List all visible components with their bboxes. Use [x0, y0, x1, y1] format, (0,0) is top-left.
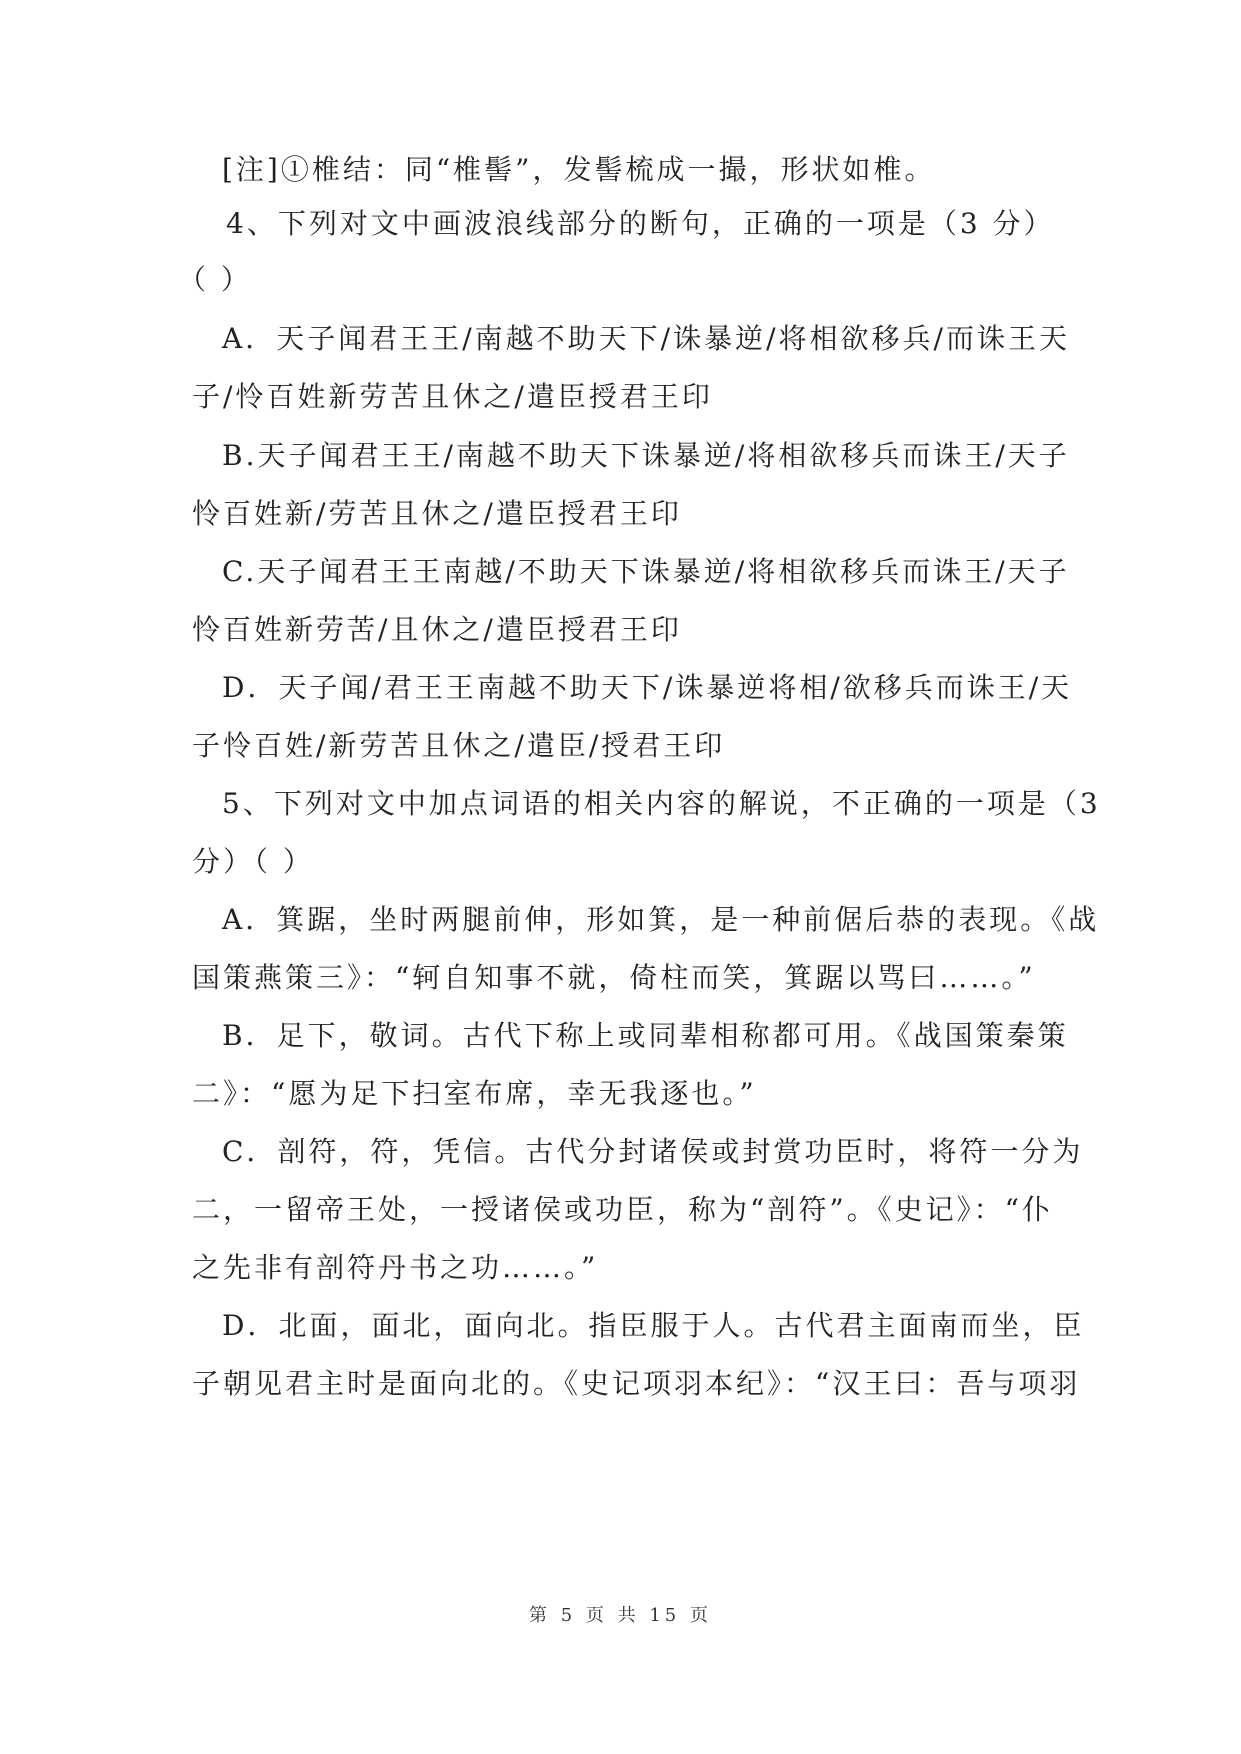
question-5-option-b-cont: 二》：“愿为足下扫室布席，幸无我逐也。”: [192, 1077, 757, 1110]
annotation-note: [注]①椎结：同“椎髻”，发髻梳成一撮，形状如椎。: [222, 153, 936, 186]
question-4-option-b-cont: 怜百姓新/劳苦且休之/遣臣授君王印: [192, 497, 682, 530]
question-4-option-c-cont: 怜百姓新劳苦/且休之/遣臣授君王印: [192, 613, 682, 646]
question-5-option-d: D．北面，面北，面向北。指臣服于人。古代君主面南而坐，臣: [222, 1309, 1085, 1342]
question-4-option-c: C.天子闻君王王南越/不助天下诛暴逆/将相欲移兵而诛王/天子: [222, 555, 1070, 588]
question-5-stem: 5、下列对文中加点词语的相关内容的解说，不正确的一项是（3: [222, 787, 1101, 820]
question-4-option-b: B.天子闻君王王/南越不助天下诛暴逆/将相欲移兵而诛王/天子: [222, 439, 1070, 472]
question-5-option-a-cont: 国策燕策三》：“轲自知事不就，倚柱而笑，箕踞以骂曰……。”: [192, 961, 1036, 994]
question-5-option-b: B．足下，敬词。古代下称上或同辈相称都可用。《战国策秦策: [222, 1019, 1069, 1052]
question-5-option-c-cont2: 之先非有剖符丹书之功……。”: [192, 1251, 599, 1284]
question-5-stem-cont: 分）（ ）: [192, 845, 314, 878]
question-4-option-d: D．天子闻/君王王南越不助天下/诛暴逆将相/欲移兵而诛王/天: [222, 671, 1073, 704]
question-4-stem: 4、下列对文中画波浪线部分的断句，正确的一项是（3 分）: [226, 207, 1055, 240]
question-5-option-d-cont: 子朝见君主时是面向北的。《史记项羽本纪》：“汉王曰：吾与项羽: [192, 1367, 1081, 1400]
question-4-option-d-cont: 子怜百姓/新劳苦且休之/遣臣/授君王印: [192, 729, 726, 762]
question-4-answer-bracket: （ ）: [178, 263, 252, 296]
question-4-option-a-cont: 子/怜百姓新劳苦且休之/遣臣授君王印: [192, 380, 713, 413]
question-5-option-c-cont: 二，一留帝王处，一授诸侯或功臣，称为“剖符”。《史记》：“仆: [192, 1193, 1053, 1226]
page-number-footer: 第 5 页 共 15 页: [529, 1605, 712, 1626]
question-5-option-a: A．箕踞，坐时两腿前伸，形如箕，是一种前倨后恭的表现。《战: [222, 903, 1100, 936]
question-4-option-a: A．天子闻君王王/南越不助天下/诛暴逆/将相欲移兵/而诛王天: [222, 322, 1070, 355]
question-5-option-c: C．剖符，符，凭信。古代分封诸侯或封赏功臣时，将符一分为: [222, 1135, 1084, 1168]
